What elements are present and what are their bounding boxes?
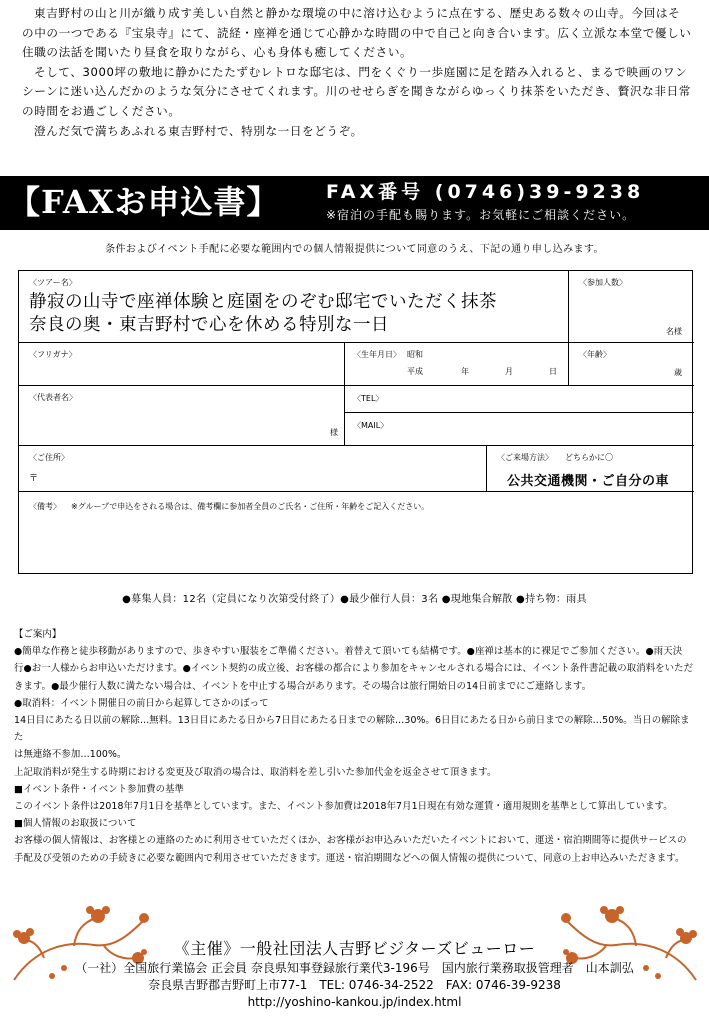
guide-line: このイベント条件は2018年7月1日を基準としています。また、イベント参加費は2018年7月1日現在有効な運賃・適用規則を基準として算出しています。 [14, 801, 673, 813]
guide-line: ●簡単な作務と徒歩移動がありますので、歩きやすい服装をご準備ください。着替えて頂いても結構です。●座禅は基本的に裸足でご参加ください。●雨天決 [14, 646, 683, 658]
fax-number: FAX番号 (0746)39-9238 [326, 181, 645, 203]
fax-title: 【FAXお申込書】 [8, 183, 280, 221]
transport-label: 〈ご来場方法〉 [497, 453, 553, 462]
address-field[interactable] [19, 446, 487, 492]
mail-field[interactable] [345, 413, 694, 446]
tour-name [29, 291, 497, 337]
postal-mark: 〒 [29, 474, 39, 484]
guide-line: ■イベント条件・イベント参加費の基準 [14, 783, 185, 795]
guide-line: 上記取消料が発生する時期における変更及び取消の場合は、取消料を差し引いた参加代金を返金させて頂きます。 [14, 766, 497, 778]
fax-banner [0, 176, 709, 230]
event-summary: ●募集人員：12名（定員になり次第受付終了）●最少催行人員：3名 ●現地集合解散 ●持ち物：雨具 [122, 594, 587, 605]
license-info: （一社）全国旅行業協会 正会員 奈良県知事登録旅行業代3-196号 国内旅行業務取扱管理者 山本訓弘 [75, 961, 634, 975]
month-unit: 月 [505, 367, 513, 376]
guide-line: 14日目にあたる日以前の解除…無料。13日目にあたる日から7日目にあたる日までの解除…30%。6日目にあたる日から前日までの解除…50%。当日の解除また [14, 715, 690, 744]
representative-field[interactable] [19, 386, 345, 446]
participants-label: 〈参加人数〉 [579, 278, 627, 287]
tel-label: 〈TEL〉 [353, 394, 384, 403]
birthdate-label: 〈生年月日〉 [353, 350, 401, 359]
tour-name-line-2: 奈良の奥・東吉野村で心を休める特別な一日 [29, 315, 389, 335]
representative-label: 〈代表者名〉 [29, 393, 77, 402]
consent-text: 条件およびイベント手配に必要な範囲内での個人情報提供について同意のうえ、下記の通り申し込みます。 [105, 244, 604, 255]
remarks-label: 〈備考〉 [29, 502, 61, 511]
year-unit: 年 [461, 367, 469, 376]
intro-paragraph-1: 東吉野村の山と川が織り成す美しい自然と静かな環境の中に溶け込むように点在する、歴史ある数々の山寺。今回はその中の一つである『宝泉寺』にて、読経・座禅を通じて心静かな時間の中で自己と向き合います。広く立派な本堂で優しい住職の法話を聞いたり昼食を取りながら、心も身体も癒してください。 [22, 6, 692, 60]
fax-note: ※宿泊の手配も賜ります。お気軽にご相談ください。 [326, 208, 636, 222]
furigana-field[interactable] [19, 343, 345, 386]
organizer: 《主催》一般社団法人吉野ビジターズビューロー [173, 939, 536, 958]
furigana-label: 〈フリガナ〉 [29, 350, 77, 359]
representative-suffix: 様 [330, 428, 338, 437]
participants-field[interactable] [569, 271, 694, 343]
website-link[interactable]: http://yoshino-kankou.jp/index.html [247, 995, 462, 1009]
age-unit: 歳 [674, 368, 682, 377]
mail-label: 〈MAIL〉 [353, 421, 389, 430]
intro-paragraph-2: そして、3000坪の敷地に静かにたたずむレトロな邸宅は、門をくぐり一歩庭園に足を踏み入れると、まるで映画のワンシーンに迷い込んだかのような気分にさせてくれます。川のせせらぎを聞きながらゆっくり抹茶をいただき、贅沢な非日常の時間をお過ごしください。 [22, 64, 691, 118]
era-heisei: 平成 [407, 367, 423, 376]
contact-info: 奈良県吉野郡吉野町上市77-1 TEL: 0746-34-2522 FAX: 0746-39-9238 [148, 978, 561, 992]
address-label: 〈ご住所〉 [29, 453, 69, 462]
transport-field[interactable] [487, 446, 694, 492]
footer [0, 938, 709, 1011]
guide-line: ■個人情報のお取扱について [14, 818, 137, 830]
guide-line: お客様の個人情報は、お客様との連絡のために利用させていただくほか、お客様がお申込みいただいたイベントにおいて、運送・宿泊期間等に提供サービスの [14, 835, 687, 847]
transport-hint: どちらかに〇 [565, 453, 613, 462]
day-unit: 日 [549, 367, 557, 376]
guide-line: きます。●最少催行人数に満たない場合は、イベントを中止する場合があります。その場合は旅行開始日の14日前までにご連絡します。 [14, 680, 592, 692]
birthdate-field[interactable] [345, 343, 569, 386]
era-showa: 昭和 [407, 350, 423, 359]
participants-unit: 名様 [666, 327, 682, 336]
guide-line: 行●お一人様からお申込いただけます。●イベント契約の成立後、お客様の都合により参加をキャンセルされる場合には、イベント条件書記載の取消料をいただ [14, 663, 694, 675]
guide-section [14, 626, 698, 867]
tour-name-label: 〈ツアー名〉 [29, 278, 77, 287]
intro-text [22, 4, 692, 141]
age-label: 〈年齢〉 [579, 350, 611, 359]
intro-paragraph-3: 澄んだ気で満ちあふれる東吉野村で、特別な一日をどうぞ。 [34, 123, 363, 138]
guide-line: ●取消料：イベント開催日の前日から起算してさかのぼって [14, 697, 269, 709]
transport-options: 公共交通機関・ご自分の車 [507, 474, 670, 489]
guide-heading: 【ご案内】 [14, 629, 62, 640]
application-form [18, 270, 693, 574]
age-field[interactable] [569, 343, 694, 386]
tour-name-line-1: 静寂の山寺で座禅体験と庭園をのぞむ邸宅でいただく抹茶 [29, 292, 497, 312]
remarks-note: ※グループで申込をされる場合は、備考欄に参加者全員のご氏名・ご住所・年齢をご記入ください。 [71, 502, 430, 511]
tour-name-cell [19, 271, 569, 343]
remarks-field[interactable] [19, 492, 694, 574]
guide-line: 手配及び受領のための手続きに必要な範囲内で利用させていただきます。運送・宿泊期間などへの個人情報の提供について、同意の上お申込みいただきます。 [14, 852, 685, 864]
tel-field[interactable] [345, 386, 694, 413]
guide-line: は無連絡不参加…100%。 [14, 749, 127, 761]
